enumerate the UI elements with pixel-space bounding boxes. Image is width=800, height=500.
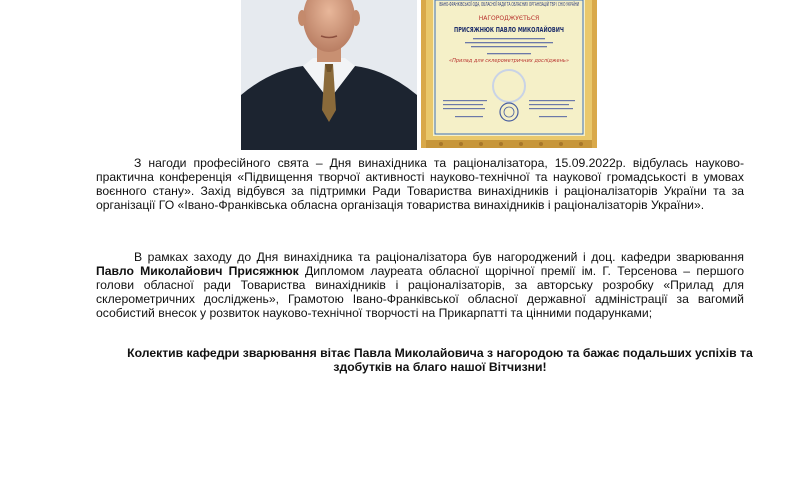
person-illustration [241,0,417,150]
diploma-name: ПРИСЯЖНЮК ПАВЛО МИКОЛАЙОВИЧ [454,26,608,34]
paragraph-award-text-before: В рамках заходу до Дня винахідника та раціоналізатора був нагороджений і доц. кафедри зварювання [134,250,744,264]
paragraph-conference-text: З нагоди професійного свята – Дня винахідника та раціоналізатора, 15.09.2022р. відбулась науково-практична конференція «Підвищення творчої активності науково-технічної та наукової громадськості в умовах воєнного стану». Захід відбувся за підтримки Ради Товариства винахідників і раціоналізаторів України та за організації ГО «Івано-Франківська обласна організація товариства винахідників і раціоналізаторів України». [96,156,744,212]
diploma-illustration [421,0,682,148]
paragraph-award [96,250,744,320]
paragraph-award-text-after: Дипломом лауреата обласної щорічної премії ім. Г. Терсенова – першого голови обласної ради Товариства винахідників і раціоналізаторів, за авторську розробку «Прилад для склерометричних досліджень», Грамотою Івано-Франківської обласної державної адміністрації за вагомий особистий внесок у розвиток науково-технічної творчості на Прикарпатті та цінними подарунками; [96,264,744,320]
diploma-image [421,0,682,148]
paragraph-conference [96,156,744,212]
congratulation-text: Колектив кафедри зварювання вітає Павла Миколайовича з нагородою та бажає подальших успіхів та здобутків на благо нашої Вітчизни! [127,346,753,374]
diploma-awarded: НАГОРОДЖУЄТЬСЯ [478,15,540,22]
diploma-title: «Прилад для склерометричних досліджень» [449,58,570,64]
diploma-header: ІВАНО-ФРАНКІВСЬКОЇ ОДА, ОБЛАСНОЇ РАДИ ТА ОБЛАСНИХ ОРГАНІЗАЦІЙ ТВР І СНІО УКРАЇНИ [439,2,682,8]
portrait-photo [241,0,417,150]
awardee-name: Павло Миколайович Присяжнюк [96,264,299,278]
